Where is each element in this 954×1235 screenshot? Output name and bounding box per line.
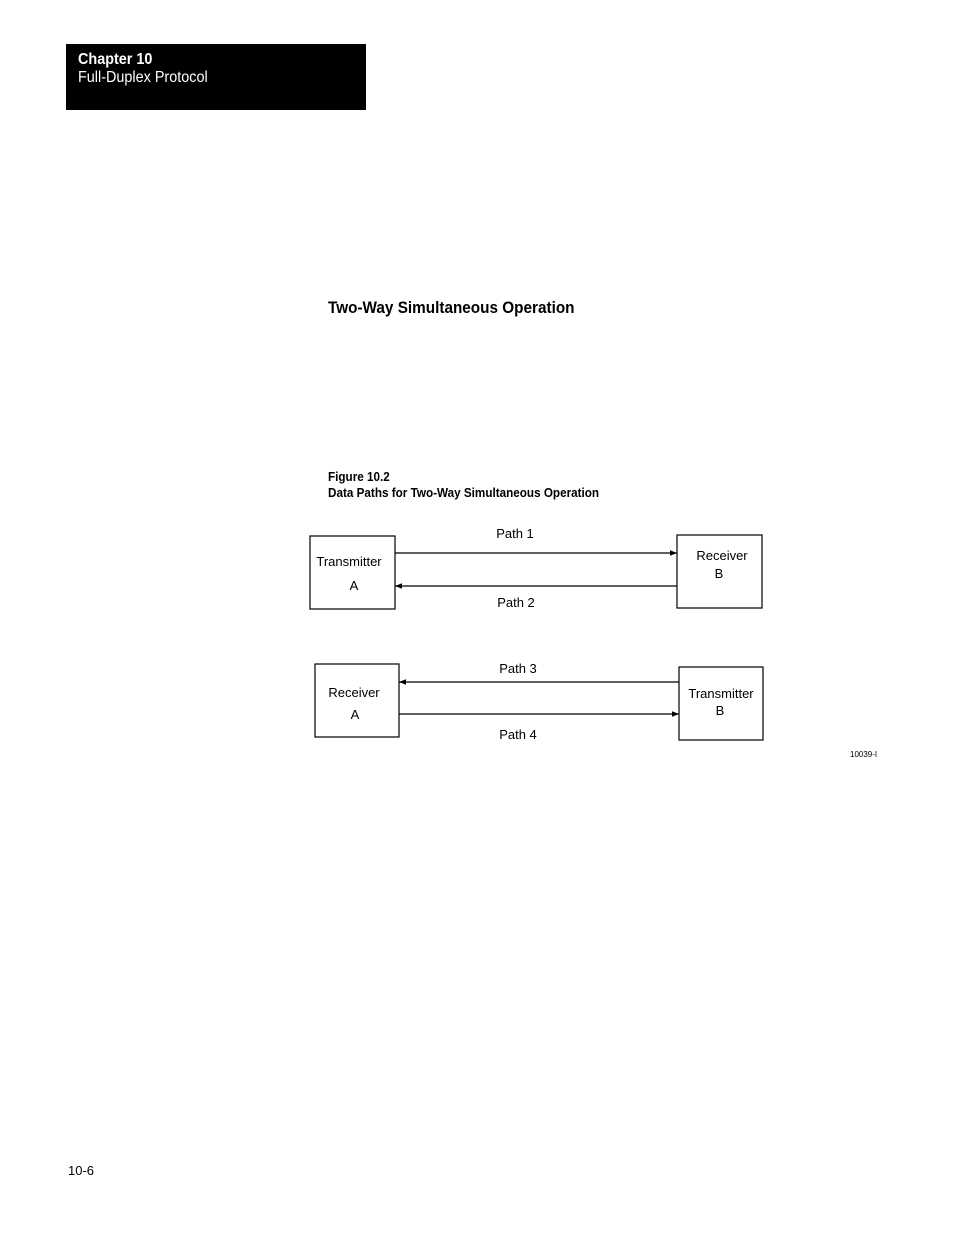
section-heading: Two-Way Simultaneous Operation	[328, 298, 575, 317]
page-number: 10-6	[68, 1163, 95, 1178]
data-path-diagram	[300, 520, 780, 750]
receiver-b-label: Receiver	[696, 548, 748, 563]
chapter-header	[66, 44, 366, 110]
receiver-a-letter: A	[350, 707, 360, 722]
path-2-label: Path 2	[497, 595, 535, 610]
path-3-label: Path 3	[499, 661, 537, 676]
figure-number: Figure 10.2	[328, 469, 390, 484]
transmitter-a-letter: A	[349, 578, 359, 593]
transmitter-b-box	[679, 667, 763, 740]
transmitter-a-label: Transmitter	[316, 554, 382, 569]
transmitter-b-letter: B	[715, 703, 725, 718]
figure-title: Data Paths for Two-Way Simultaneous Operation	[328, 485, 600, 500]
figure-caption	[328, 469, 599, 501]
transmitter-b-label: Transmitter	[688, 686, 754, 701]
path-4-label: Path 4	[499, 727, 537, 742]
transmitter-a-box	[310, 536, 395, 609]
receiver-b-letter: B	[714, 566, 724, 581]
chapter-number: Chapter 10	[78, 51, 153, 68]
receiver-a-label: Receiver	[328, 685, 380, 700]
receiver-b-box	[677, 535, 762, 608]
chapter-title: Full-Duplex Protocol	[78, 69, 208, 86]
path-1-label: Path 1	[496, 526, 534, 541]
figure-id-label: 10039-I	[850, 750, 878, 759]
receiver-a-box	[315, 664, 399, 737]
